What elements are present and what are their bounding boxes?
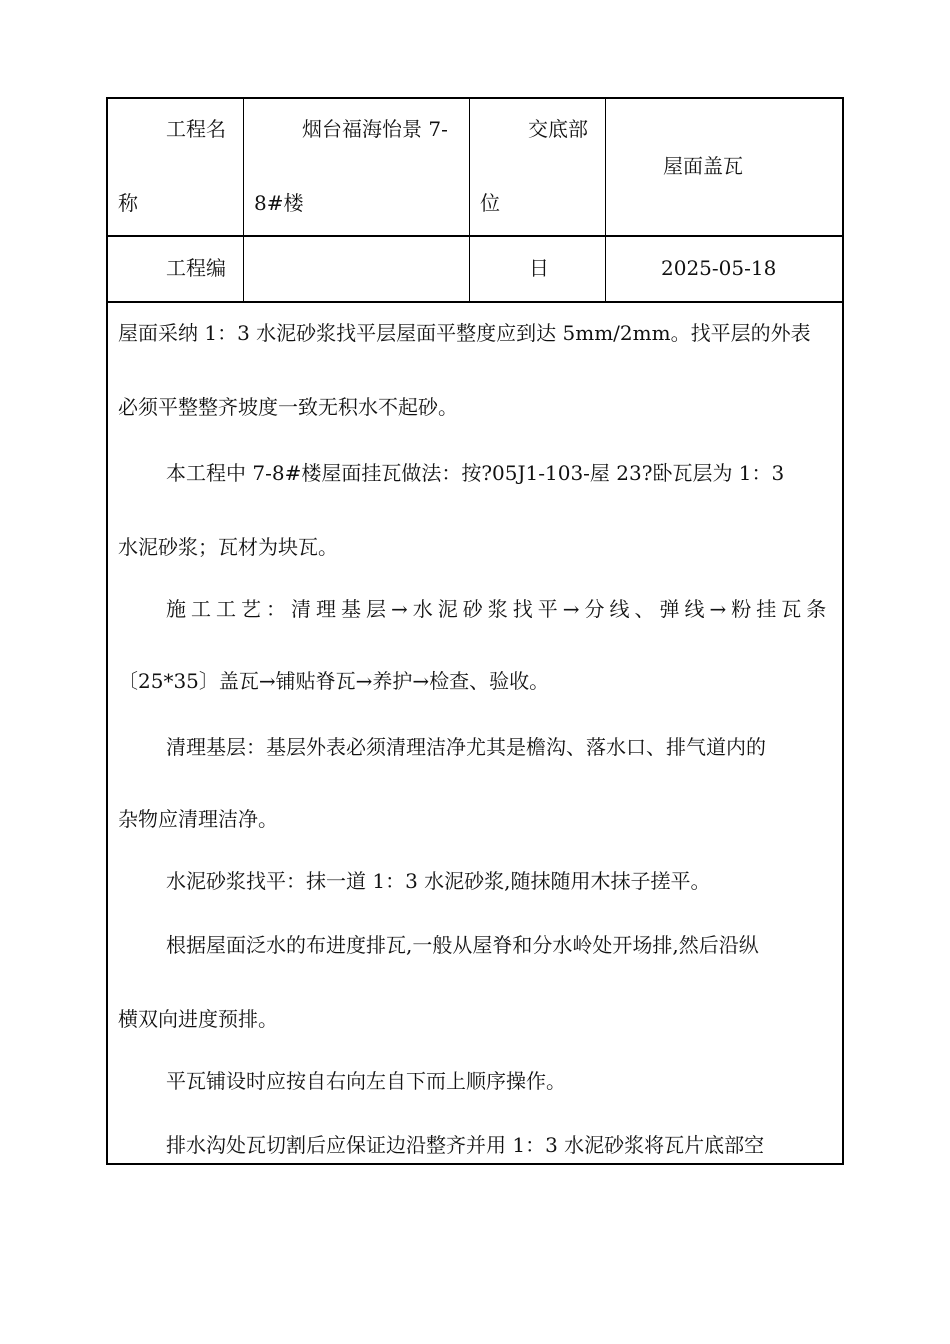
body-p2-line1: 本工程中 7-8#楼屋面挂瓦做法：按?05J1-103-屋 23?卧瓦层为 1：3 <box>166 461 785 485</box>
col-divider-1 <box>243 99 244 303</box>
body-p8-line1: 排水沟处瓦切割后应保证边沿整齐并用 1：3 水泥砂浆将瓦片底部空 <box>166 1133 765 1157</box>
body-p3-line1: 施工工艺：清理基层→水泥砂浆找平→分线、弹线→粉挂瓦条 <box>166 597 832 621</box>
col-divider-2 <box>469 99 470 303</box>
row-divider-2 <box>108 301 842 303</box>
body-p4-line1: 清理基层：基层外表必须清理洁净尤其是檐沟、落水口、排气道内的 <box>166 735 766 759</box>
date-label: 日 <box>529 256 549 280</box>
body-p7-line1: 平瓦铺设时应按自右向左自下而上顺序操作。 <box>166 1069 566 1093</box>
body-p1-line1: 屋面采纳 1：3 水泥砂浆找平层屋面平整度应到达 5mm/2mm。找平层的外表 <box>118 321 811 345</box>
col-divider-3 <box>605 99 606 303</box>
date-value: 2025-05-18 <box>661 256 777 280</box>
body-p2-line2: 水泥砂浆；瓦材为块瓦。 <box>118 535 338 559</box>
body-p6-line2: 横双向进度预排。 <box>118 1007 278 1031</box>
body-p6-line1: 根据屋面泛水的布进度排瓦,一般从屋脊和分水岭处开场排,然后沿纵 <box>166 933 759 957</box>
position-label: 交底部 <box>528 117 588 141</box>
body-p5-line1: 水泥砂浆找平：抹一道 1：3 水泥砂浆,随抹随用木抹子搓平。 <box>166 869 711 893</box>
project-name-label: 工程名 <box>166 117 226 141</box>
project-name-value: 烟台福海怡景 7- <box>302 117 448 141</box>
body-p4-line2: 杂物应清理洁净。 <box>118 807 278 831</box>
project-name-label-cont: 称 <box>118 191 138 215</box>
position-value: 屋面盖瓦 <box>663 154 743 178</box>
body-p3-line2: 〔25*35〕盖瓦→铺贴脊瓦→养护→检查、验收。 <box>118 669 550 693</box>
row-divider-1 <box>108 235 842 237</box>
body-p1-line2: 必须平整整齐坡度一致无积水不起砂。 <box>118 395 458 419</box>
project-code-label: 工程编 <box>166 256 226 280</box>
disclosure-table <box>106 97 844 1165</box>
project-name-value-cont: 8#楼 <box>254 191 304 215</box>
position-label-cont: 位 <box>480 191 500 215</box>
